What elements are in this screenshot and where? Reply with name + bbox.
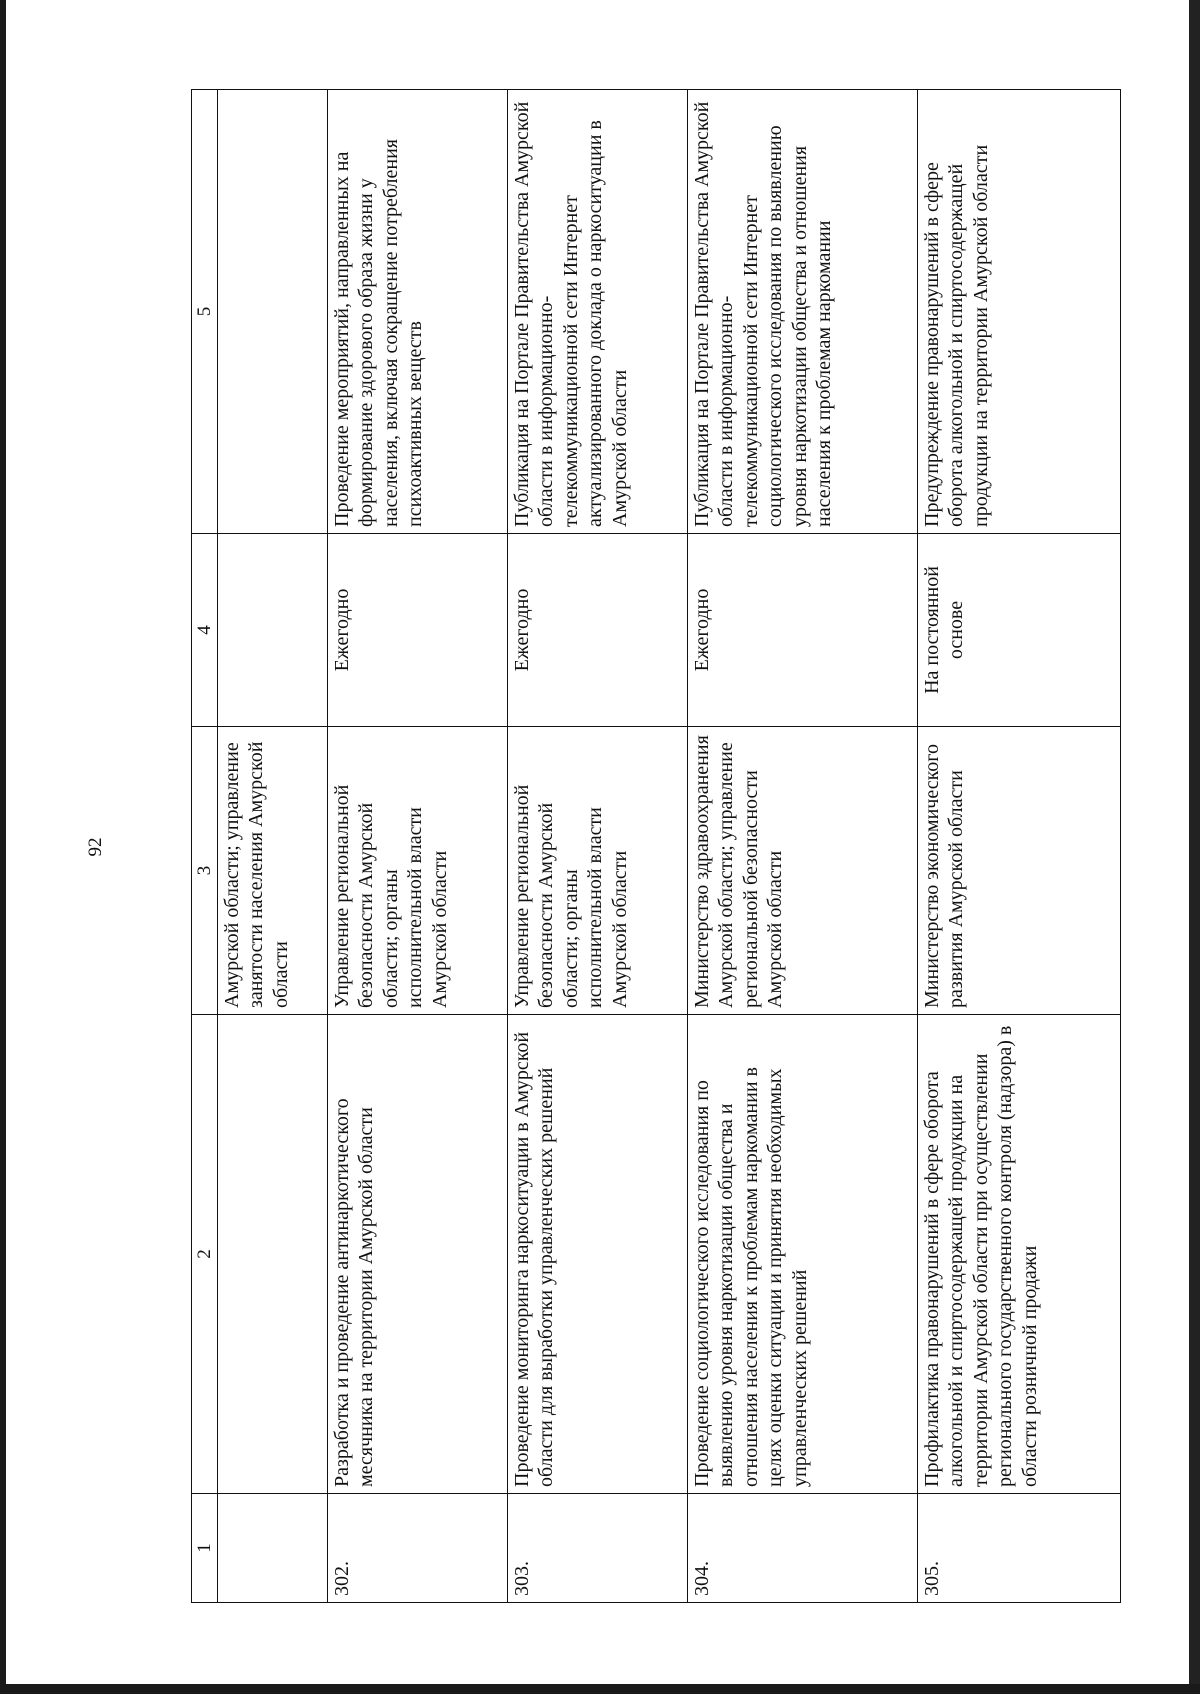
measure-cell: Разработка и проведение антинаркотического месячника на территории Амурской области <box>328 1015 508 1494</box>
scan-border-bottom <box>0 1684 1200 1694</box>
document-table <box>191 89 1121 1603</box>
rotated-table-stage <box>191 90 1120 1603</box>
row-number-cell: 305. <box>918 1494 1121 1603</box>
row-number-cell: 304. <box>688 1494 918 1603</box>
scan-border-right <box>1189 0 1200 1694</box>
table-row <box>328 90 508 1603</box>
executor-cell: Управление региональной безопасности Амурской области; органы исполнительной власти Амурской области <box>508 727 688 1015</box>
column-header: 4 <box>192 534 218 727</box>
frequency-cell <box>218 534 328 727</box>
executor-cell: Министерство экономического развития Амурской области <box>918 727 1121 1015</box>
result-cell: Публикация на Портале Правительства Амурской области в информационно-телекоммуникационной сети Интернет актуализированного доклада о наркоситуации в Амурской области <box>508 90 688 534</box>
column-header: 5 <box>192 90 218 534</box>
frequency-cell: Ежегодно <box>508 534 688 727</box>
table-row <box>688 90 918 1603</box>
result-cell: Публикация на Портале Правительства Амурской области в информационно-телекоммуникационной сети Интернет социологического исследования по выявлению уровня наркотизации общества и отношения населения к проблемам наркомании <box>688 90 918 534</box>
row-number-cell: 302. <box>328 1494 508 1603</box>
result-cell: Предупреждение правонарушений в сфере оборота алкогольной и спиртосодержащей продукции на территории Амурской области <box>918 90 1121 534</box>
result-cell <box>218 90 328 534</box>
measure-cell: Проведение мониторинга наркоситуации в Амурской области для выработки управленческих решений <box>508 1015 688 1494</box>
frequency-cell: Ежегодно <box>328 534 508 727</box>
frequency-cell: Ежегодно <box>688 534 918 727</box>
measure-cell: Профилактика правонарушений в сфере оборота алкогольной и спиртосодержащей продукции на территории Амурской области при осуществлении регионального государственного контроля (надзора) в области розничной продажи <box>918 1015 1121 1494</box>
scan-border-left <box>0 0 6 1694</box>
table-row <box>508 90 688 1603</box>
executor-cell: Министерство здравоохранения Амурской области; управление региональной безопасности Амурской области <box>688 727 918 1015</box>
result-cell: Проведение мероприятий, направленных на формирование здорового образа жизни у населения, включая сокращение потребления психоактивных веществ <box>328 90 508 534</box>
table-row <box>218 90 328 1603</box>
measure-cell <box>218 1015 328 1494</box>
column-header: 3 <box>192 727 218 1015</box>
header-row <box>192 90 218 1603</box>
page-number: 92 <box>85 837 106 857</box>
measure-cell: Проведение социологического исследования по выявлению уровня наркотизации общества и отношения населения к проблемам наркомании в целях оценки ситуации и принятия необходимых управленческих решений <box>688 1015 918 1494</box>
row-number-cell: 303. <box>508 1494 688 1603</box>
table-row <box>918 90 1121 1603</box>
column-header: 1 <box>192 1494 218 1603</box>
executor-cell: Амурской области; управление занятости населения Амурской области <box>218 727 328 1015</box>
executor-cell: Управление региональной безопасности Амурской области; органы исполнительной власти Амурской области <box>328 727 508 1015</box>
frequency-cell: На постоянной основе <box>918 534 1121 727</box>
column-header: 2 <box>192 1015 218 1494</box>
row-number-cell <box>218 1494 328 1603</box>
